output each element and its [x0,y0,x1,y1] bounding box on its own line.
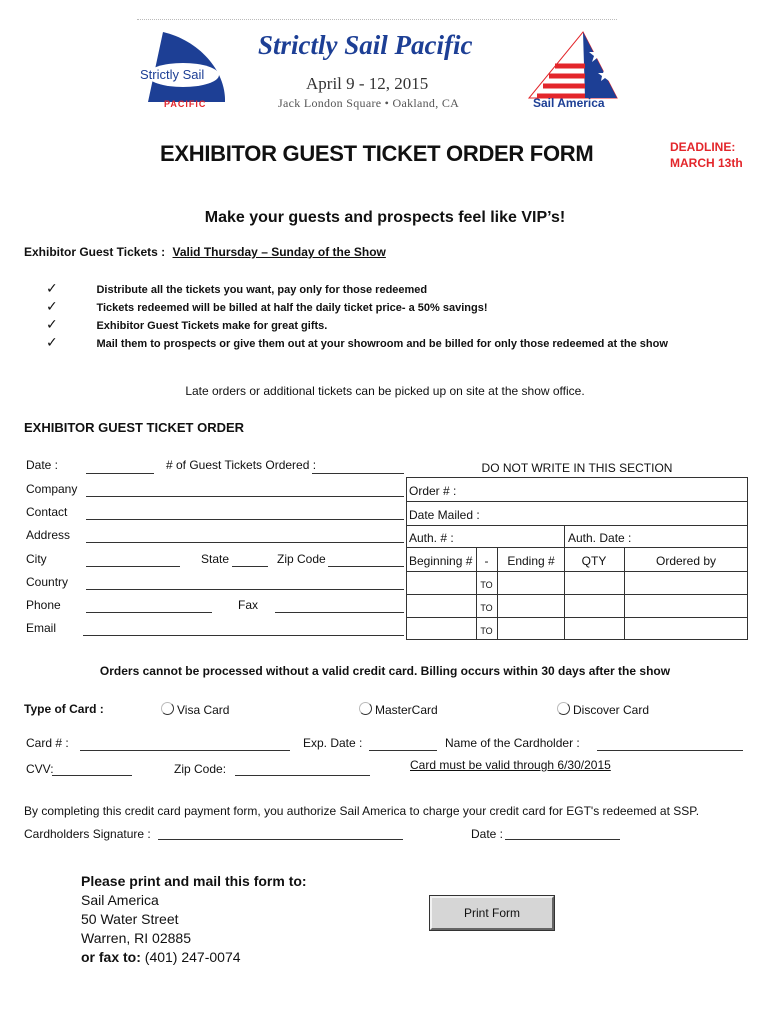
cvv-label: CVV: [26,762,54,776]
qty-header: QTY [581,554,607,568]
ending-header: Ending # [507,554,555,568]
date-mailed-cell[interactable]: Date Mailed : [409,508,480,522]
header-top-rule [137,19,617,20]
show-dates: April 9 - 12, 2015 [306,74,429,93]
num-tickets-field[interactable] [312,473,404,474]
fax-line [81,948,307,967]
mail-line: Warren, RI 02885 [81,930,191,946]
mail-line: 50 Water Street [81,911,179,927]
signature-label: Cardholders Signature : [24,827,151,841]
tagline: Make your guests and prospects feel like VIP’s! [204,209,566,226]
fax-field[interactable] [275,612,404,613]
credit-card-notice: Orders cannot be processed without a valid credit card. Billing occurs within 30 days after the show [99,664,671,678]
visa-label: Visa Card [177,703,230,717]
ordered-by-header: Ordered by [655,554,717,568]
contact-field[interactable] [86,519,404,520]
list-item [46,334,668,352]
signature-field[interactable] [158,839,403,840]
deadline-label: DEADLINE: [670,140,736,154]
benefit-text: Distribute all the tickets you want, pay only for those redeemed [96,284,428,296]
cardholder-field[interactable] [597,750,743,751]
address-field[interactable] [86,542,404,543]
tickets-label-row [24,245,386,259]
date-field[interactable] [86,473,154,474]
mailing-address [81,872,307,967]
benefit-text: Mail them to prospects or give them out at your showroom and be billed for only those redeemed at the show [96,338,668,350]
tickets-label: Exhibitor Guest Tickets : [24,245,166,259]
list-item [46,280,668,298]
logo-strictly-sail-text: Strictly Sail [140,67,205,82]
contact-label: Contact [26,505,68,519]
company-label: Company [26,482,78,496]
tickets-valid: Valid Thursday – Sunday of the Show [172,245,386,259]
check-icon: ✓ [46,334,58,350]
city-label: City [26,552,47,566]
exp-date-label: Exp. Date : [303,736,363,750]
benefit-text: Tickets redeemed will be billed at half the daily ticket price- a 50% savings! [96,302,488,314]
check-icon: ✓ [46,298,58,314]
address-label: Address [26,528,71,542]
mastercard-radio[interactable] [359,702,438,717]
flag-sail-icon [525,30,621,100]
fax-label: Fax [238,598,259,612]
zip-label: Zip Code [277,552,326,566]
radio-icon [161,702,174,715]
card-number-label: Card # : [26,736,69,750]
state-field[interactable] [232,566,268,567]
logo-pacific-text: PACIFIC [164,99,207,109]
order-section-heading: EXHIBITOR GUEST TICKET ORDER [24,420,245,435]
sail-america-text: Sail America [533,96,605,110]
card-number-field[interactable] [80,750,290,751]
discover-label: Discover Card [573,703,650,717]
card-type-label: Type of Card : [24,702,104,716]
check-icon: ✓ [46,316,58,332]
country-field[interactable] [86,589,404,590]
auth-number-cell[interactable]: Auth. # : [409,531,454,545]
deadline-date: MARCH 13th [670,156,743,170]
signature-date-label: Date : [471,827,504,841]
to-label: TO [480,603,493,613]
auth-date-cell[interactable]: Auth. Date : [568,531,632,545]
benefit-text: Exhibitor Guest Tickets make for great gifts. [96,320,328,332]
phone-field[interactable] [86,612,212,613]
list-item [46,316,668,334]
signature-date-field[interactable] [505,839,620,840]
beginning-header: Beginning # [409,554,473,568]
benefit-list [46,280,668,352]
office-use-header: DO NOT WRITE IN THIS SECTION [481,461,673,475]
list-item [46,298,668,316]
print-form-button[interactable] [430,896,554,930]
visa-radio[interactable] [161,702,229,717]
date-label: Date : [26,458,59,472]
state-label: State [201,552,230,566]
mail-heading: Please print and mail this form to: [81,873,307,889]
phone-label: Phone [26,598,61,612]
company-field[interactable] [86,496,404,497]
form-title: EXHIBITOR GUEST TICKET ORDER FORM [160,141,594,166]
to-label: TO [480,580,493,590]
fax-label: or fax to: [81,949,141,965]
zip-field[interactable] [328,566,404,567]
valid-through-note: Card must be valid through 6/30/2015 [410,758,611,772]
country-label: Country [26,575,69,589]
dash-header: - [484,554,489,568]
strictly-sail-logo [128,28,238,114]
radio-icon [359,702,372,715]
authorization-statement: By completing this credit card payment form, you authorize Sail America to charge your credit card for EGT's redeemed at SSP. [24,804,700,818]
city-field[interactable] [86,566,180,567]
fax-number: (401) 247-0074 [144,949,241,965]
late-orders-note: Late orders or additional tickets can be picked up on site at the show office. [185,384,585,398]
exp-date-field[interactable] [369,750,437,751]
sail-america-logo [525,30,621,112]
card-zip-label: Zip Code: [174,762,227,776]
card-zip-field[interactable] [235,775,370,776]
to-label: TO [480,626,493,636]
email-label: Email [26,621,57,635]
cardholder-label: Name of the Cardholder : [445,736,580,750]
show-location: Jack London Square • Oakland, CA [278,96,460,110]
discover-radio[interactable] [557,702,649,717]
mail-line: Sail America [81,892,159,908]
cvv-field[interactable] [52,775,132,776]
order-number-cell[interactable]: Order # : [409,484,457,498]
radio-icon [557,702,570,715]
print-form-label: Print Form [463,906,520,920]
show-title: Strictly Sail Pacific [258,30,473,60]
num-tickets-label: # of Guest Tickets Ordered : [166,458,317,472]
check-icon: ✓ [46,280,58,296]
mastercard-label: MasterCard [375,703,438,717]
email-field[interactable] [83,635,404,636]
